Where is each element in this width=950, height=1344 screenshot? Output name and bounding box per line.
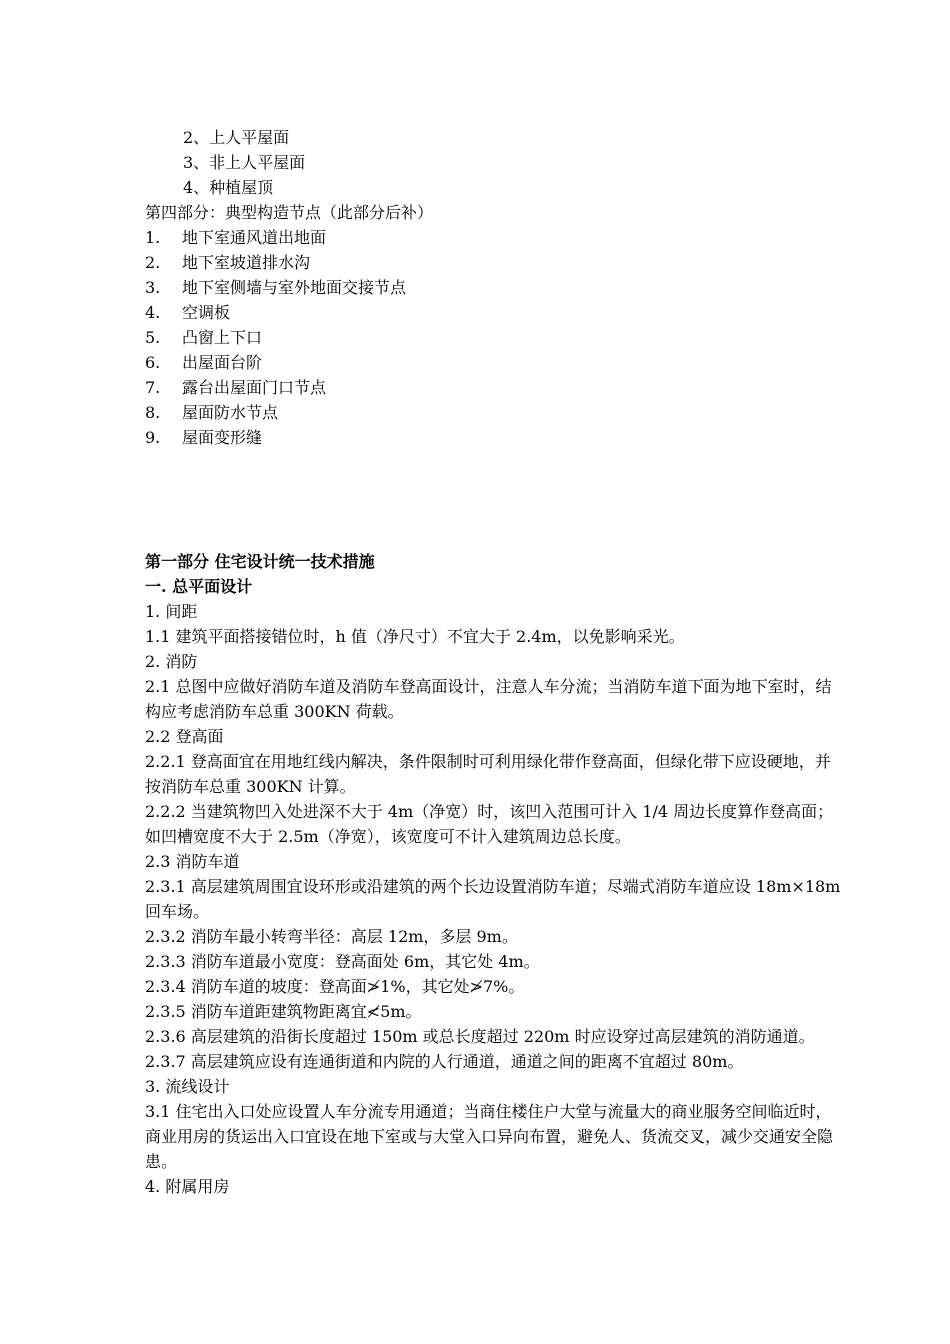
list-item-text: 屋面变形缝 <box>182 428 263 447</box>
list-item <box>145 425 845 450</box>
paragraph: 1.1 建筑平面搭接错位时，h 值（净尺寸）不宜大于 2.4m，以免影响采光。 <box>145 627 685 646</box>
subsection-heading: 2.3 消防车道 <box>145 852 240 871</box>
list-item <box>145 325 845 350</box>
list-item-number: 9. <box>145 428 161 447</box>
list-item-number: 6. <box>145 353 161 372</box>
part1-title: 第一部分 住宅设计统一技术措施 <box>145 552 375 571</box>
paragraph: 2.3.2 消防车最小转弯半径：高层 12m，多层 9m。 <box>145 927 518 946</box>
list-item-number: 5. <box>145 328 161 347</box>
list-item-number: 7. <box>145 378 161 397</box>
paragraph: 2.1 总图中应做好消防车道及消防车登高面设计，注意人车分流；当消防车道下面为地下室时，结构应考虑消防车总重 300KN 荷载。 <box>145 677 832 721</box>
list-item <box>145 275 845 300</box>
list-item-number: 2. <box>145 253 161 272</box>
paragraph: 2.3.3 消防车道最小宽度：登高面处 6m，其它处 4m。 <box>145 952 540 971</box>
paragraph: 2.3.4 消防车道的坡度：登高面≯1%，其它处≯7%。 <box>145 977 525 996</box>
list-item-text: 地下室侧墙与室外地面交接节点 <box>182 278 407 297</box>
list-item-text: 屋面防水节点 <box>182 403 279 422</box>
list-item-number: 3. <box>145 278 161 297</box>
section-title: 一. 总平面设计 <box>145 577 253 596</box>
part4-title: 第四部分：典型构造节点（此部分后补） <box>145 203 434 222</box>
subsection-heading: 2.2 登高面 <box>145 727 224 746</box>
subsection-heading: 2. 消防 <box>145 652 198 671</box>
list-item-text: 地下室通风道出地面 <box>182 228 327 247</box>
list-item-text: 露台出屋面门口节点 <box>182 378 327 397</box>
list-item <box>145 350 845 375</box>
table-of-contents <box>145 125 845 450</box>
list-item <box>145 250 845 275</box>
list-item-text: 地下室坡道排水沟 <box>182 253 311 272</box>
paragraph: 2.3.1 高层建筑周围宜设环形或沿建筑的两个长边设置消防车道；尽端式消防车道应设 18m×18m 回车场。 <box>145 877 841 921</box>
list-item-text: 空调板 <box>182 303 231 322</box>
paragraph: 2.2.1 登高面宜在用地红线内解决，条件限制时可利用绿化带作登高面，但绿化带下应设硬地，并按消防车总重 300KN 计算。 <box>145 752 831 796</box>
subsection-heading: 1. 间距 <box>145 602 198 621</box>
list-item-number: 4. <box>145 303 161 322</box>
subsection-heading: 3. 流线设计 <box>145 1077 230 1096</box>
paragraph: 2.3.7 高层建筑应设有连通街道和内院的人行通道，通道之间的距离不宜超过 80m。 <box>145 1052 744 1071</box>
list-item-number: 1. <box>145 228 161 247</box>
roof-item: 4、种植屋顶 <box>183 178 274 197</box>
list-item-number: 8. <box>145 403 161 422</box>
list-item <box>145 300 845 325</box>
paragraph: 2.3.5 消防车道距建筑物距离宜≮5m。 <box>145 1002 422 1021</box>
subsection-heading: 4. 附属用房 <box>145 1177 230 1196</box>
list-item-text: 出屋面台阶 <box>182 353 263 372</box>
paragraph: 2.2.2 当建筑物凹入处进深不大于 4m（净宽）时，该凹入范围可计入 1/4 周边长度算作登高面；如凹槽宽度不大于 2.5m（净宽），该宽度可不计入建筑周边总长度。 <box>145 802 834 846</box>
list-item <box>145 400 845 425</box>
paragraph: 3.1 住宅出入口处应设置人车分流专用通道；当商住楼住户大堂与流量大的商业服务空间临近时，商业用房的货运出入口宜设在地下室或与大堂入口异向布置，避免人、货流交叉，减少交通安全隐患。 <box>145 1102 834 1171</box>
list-item-text: 凸窗上下口 <box>182 328 263 347</box>
list-item <box>145 375 845 400</box>
roof-item: 2、上人平屋面 <box>183 128 290 147</box>
paragraph: 2.3.6 高层建筑的沿街长度超过 150m 或总长度超过 220m 时应设穿过高层建筑的消防通道。 <box>145 1027 815 1046</box>
part1-section <box>145 549 845 1199</box>
roof-item: 3、非上人平屋面 <box>183 153 306 172</box>
list-item <box>145 225 845 250</box>
